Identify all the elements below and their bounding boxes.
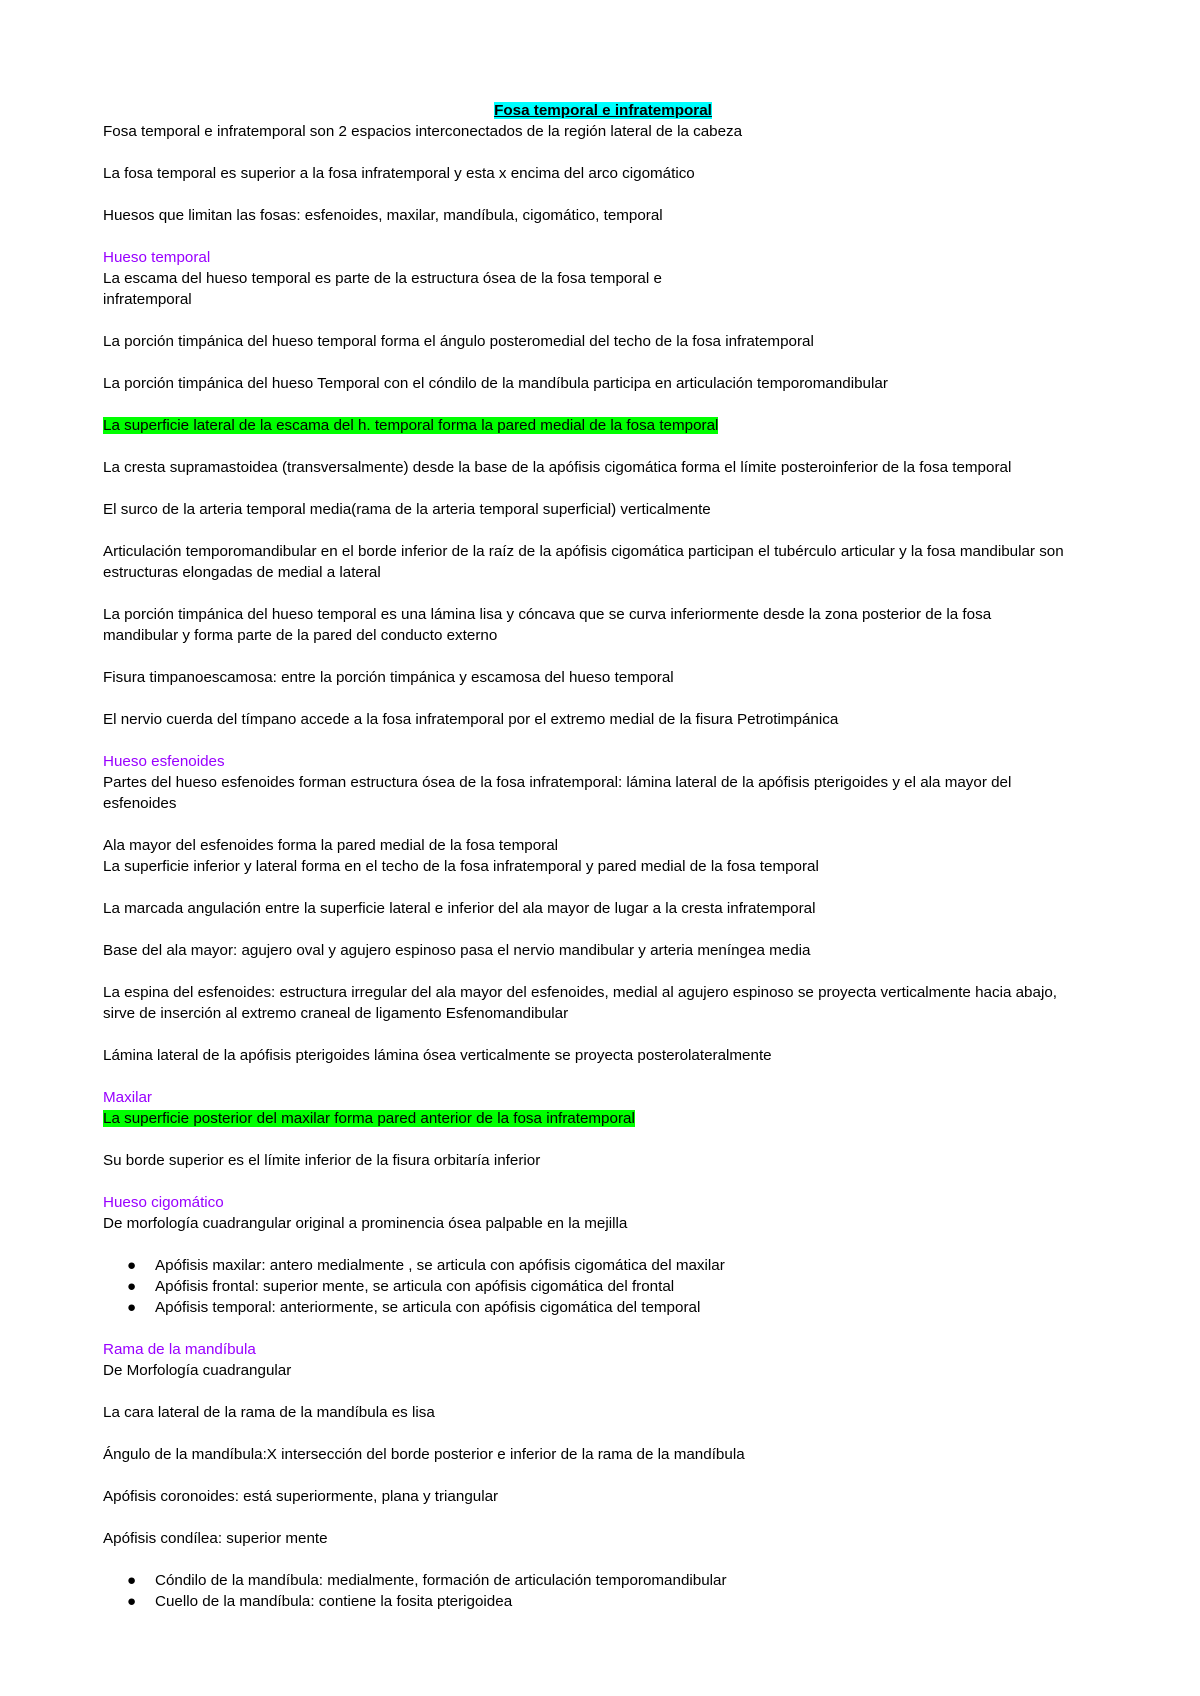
paragraph: Lámina lateral de la apófisis pterigoides lámina ósea verticalmente se proyecta posterolateralmente [103,1047,772,1064]
paragraph: Articulación temporomandibular en el borde inferior de la raíz de la apófisis cigomática participan el tubérculo articular y la fosa mandibular son [103,543,1064,560]
list-item [103,1570,1103,1591]
paragraph: De Morfología cuadrangular [103,1362,292,1379]
bullet-icon: ● [127,1572,137,1589]
paragraph: Fosa temporal e infratemporal son 2 espacios interconectados de la región lateral de la cabeza [103,123,743,140]
list-item [103,1276,1103,1297]
section-heading-esfenoides: Hueso esfenoides [103,753,225,770]
paragraph: Ángulo de la mandíbula:X intersección del borde posterior e inferior de la rama de la mandíbula [103,1446,745,1463]
list-item-text: Cuello de la mandíbula: contiene la fosita pterigoidea [155,1593,513,1610]
paragraph: La cresta supramastoidea (transversalmente) desde la base de la apófisis cigomática forma el límite posteroinferior de la fosa temporal [103,459,1012,476]
paragraph: Apófisis condílea: superior mente [103,1530,328,1547]
document-page [103,100,1103,1612]
bullet-list [103,1255,1103,1318]
list-item-text: Apófisis maxilar: antero medialmente , se articula con apófisis cigomática del maxilar [155,1257,725,1274]
paragraph: Ala mayor del esfenoides forma la pared medial de la fosa temporal [103,837,559,854]
section-heading-cigomatico: Hueso cigomático [103,1194,224,1211]
paragraph: La porción timpánica del hueso temporal forma el ángulo posteromedial del techo de la fosa infratemporal [103,333,814,350]
bullet-icon: ● [127,1593,137,1610]
list-item-text: Apófisis frontal: superior mente, se articula con apófisis cigomática del frontal [155,1278,675,1295]
paragraph: Huesos que limitan las fosas: esfenoides, maxilar, mandíbula, cigomático, temporal [103,207,663,224]
document-title: Fosa temporal e infratemporal [494,102,712,119]
paragraph: estructuras elongadas de medial a lateral [103,564,381,581]
paragraph: El nervio cuerda del tímpano accede a la fosa infratemporal por el extremo medial de la fisura Petrotimpánica [103,711,839,728]
section-heading-temporal: Hueso temporal [103,249,211,266]
list-item-text: Cóndilo de la mandíbula: medialmente, formación de articulación temporomandibular [155,1572,727,1589]
bullet-list [103,1570,1103,1612]
list-item [103,1297,1103,1318]
paragraph: sirve de inserción al extremo craneal de ligamento Esfenomandibular [103,1005,569,1022]
bullet-icon: ● [127,1299,137,1316]
paragraph: La escama del hueso temporal es parte de la estructura ósea de la fosa temporal e [103,270,662,287]
title-row [103,100,1103,121]
paragraph: infratemporal [103,291,192,308]
paragraph: La porción timpánica del hueso temporal es una lámina lisa y cóncava que se curva inferiormente desde la zona posterior de la fosa [103,606,992,623]
highlighted-text: La superficie posterior del maxilar forma pared anterior de la fosa infratemporal [103,1110,635,1127]
paragraph: mandibular y forma parte de la pared del conducto externo [103,627,498,644]
paragraph: Base del ala mayor: agujero oval y agujero espinoso pasa el nervio mandibular y arteria meníngea media [103,942,811,959]
paragraph: esfenoides [103,795,177,812]
paragraph: La espina del esfenoides: estructura irregular del ala mayor del esfenoides, medial al agujero espinoso se proyecta verticalmente hacia abajo, [103,984,1057,1001]
bullet-icon: ● [127,1278,137,1295]
paragraph: Partes del hueso esfenoides forman estructura ósea de la fosa infratemporal: lámina lateral de la apófisis pterigoides y el ala mayor del [103,774,1012,791]
paragraph: La fosa temporal es superior a la fosa infratemporal y esta x encima del arco cigomático [103,165,695,182]
section-heading-mandibula: Rama de la mandíbula [103,1341,256,1358]
list-item-text: Apófisis temporal: anteriormente, se articula con apófisis cigomática del temporal [155,1299,701,1316]
paragraph: Fisura timpanoescamosa: entre la porción timpánica y escamosa del hueso temporal [103,669,674,686]
paragraph: Su borde superior es el límite inferior de la fisura orbitaría inferior [103,1152,541,1169]
highlighted-paragraph [103,1108,1103,1129]
paragraph: Apófisis coronoides: está superiormente, plana y triangular [103,1488,499,1505]
list-item [103,1591,1103,1612]
paragraph: El surco de la arteria temporal media(rama de la arteria temporal superficial) verticalmente [103,501,711,518]
paragraph: La cara lateral de la rama de la mandíbula es lisa [103,1404,435,1421]
bullet-icon: ● [127,1257,137,1274]
highlighted-paragraph [103,415,1103,436]
paragraph: La superficie inferior y lateral forma en el techo de la fosa infratemporal y pared medial de la fosa temporal [103,858,819,875]
paragraph: La porción timpánica del hueso Temporal con el cóndilo de la mandíbula participa en articulación temporomandibular [103,375,888,392]
paragraph: De morfología cuadrangular original a prominencia ósea palpable en la mejilla [103,1215,628,1232]
list-item [103,1255,1103,1276]
section-heading-maxilar: Maxilar [103,1089,152,1106]
paragraph: La marcada angulación entre la superficie lateral e inferior del ala mayor de lugar a la cresta infratemporal [103,900,816,917]
highlighted-text: La superficie lateral de la escama del h. temporal forma la pared medial de la fosa temporal [103,417,719,434]
